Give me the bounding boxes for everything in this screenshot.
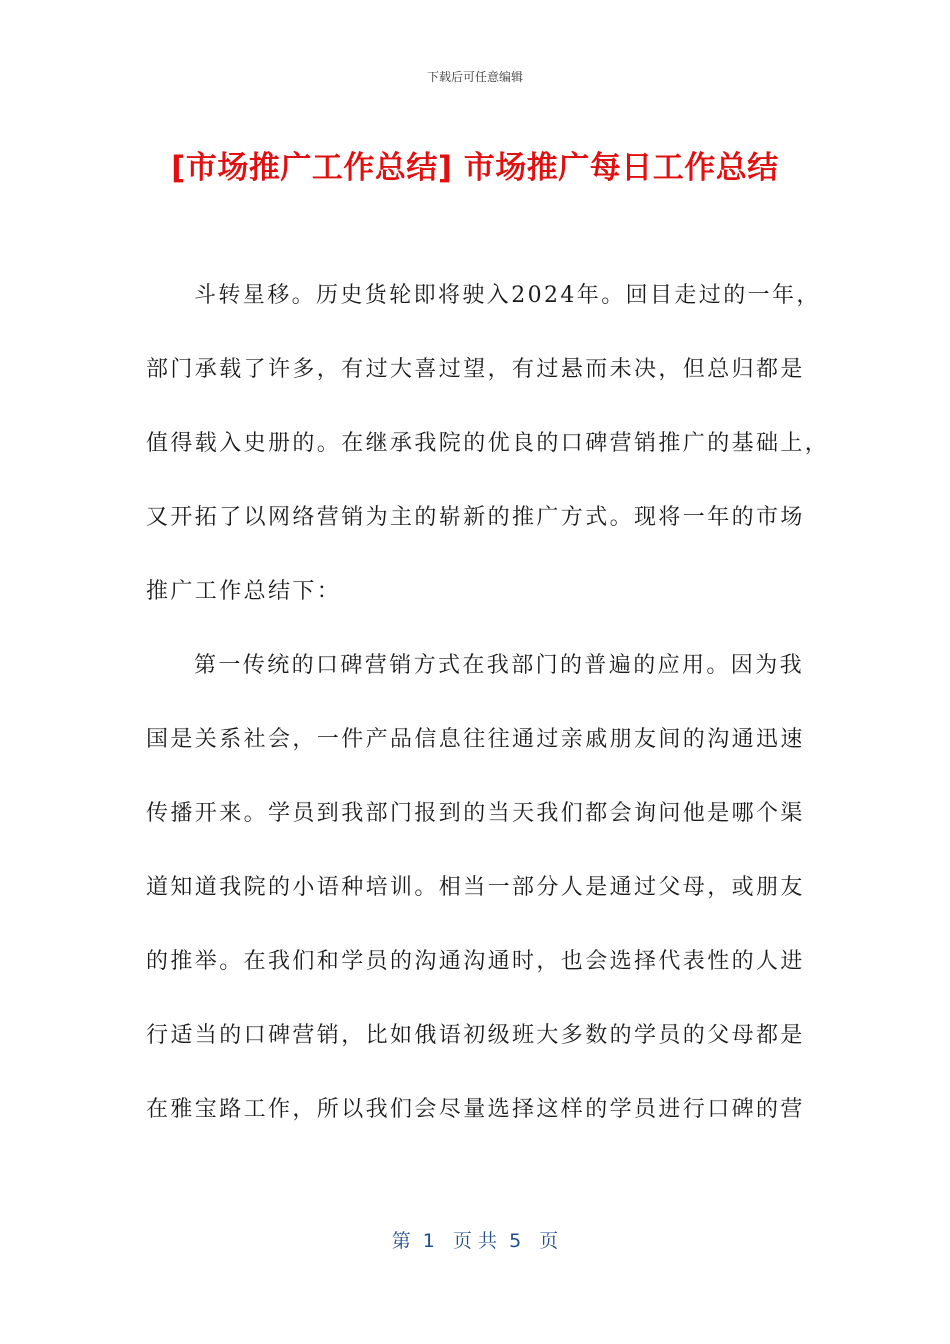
paragraph-line: 行适当的口碑营销，比如俄语初级班大多数的学员的父母都是 — [146, 1023, 805, 1048]
paragraph-line: 推广工作总结下： — [146, 579, 342, 604]
paragraph-line: 的推举。在我们和学员的沟通沟通时，也会选择代表性的人进 — [146, 949, 805, 974]
header-note: 下载后可任意编辑 — [426, 70, 523, 84]
paragraph-line: 第一传统的口碑营销方式在我部门的普遍的应用。因为我 — [194, 653, 805, 678]
paragraph-line: 在雅宝路工作，所以我们会尽量选择这样的学员进行口碑的营 — [146, 1097, 805, 1122]
paragraph-line: 斗转星移。历史货轮即将驶入2024年。回目走过的一年， — [194, 283, 821, 308]
paragraph-line: 部门承载了许多，有过大喜过望，有过悬而未决，但总归都是 — [146, 357, 805, 382]
document-title: [市场推广工作总结] 市场推广每日工作总结 — [171, 150, 779, 186]
paragraph-line: 道知道我院的小语种培训。相当一部分人是通过父母，或朋友 — [146, 875, 805, 900]
paragraph-line: 又开拓了以网络营销为主的崭新的推广方式。现将一年的市场 — [146, 505, 805, 530]
paragraph-line: 传播开来。学员到我部门报到的当天我们都会询问他是哪个渠 — [146, 801, 805, 826]
page-number-footer: 第 1 页 共 5 页 — [391, 1230, 559, 1252]
document-body — [146, 274, 830, 1162]
paragraph-line: 国是关系社会，一件产品信息往往通过亲戚朋友间的沟通迅速 — [146, 727, 805, 752]
paragraph-line: 值得载入史册的。在继承我院的优良的口碑营销推广的基础上， — [146, 431, 830, 456]
